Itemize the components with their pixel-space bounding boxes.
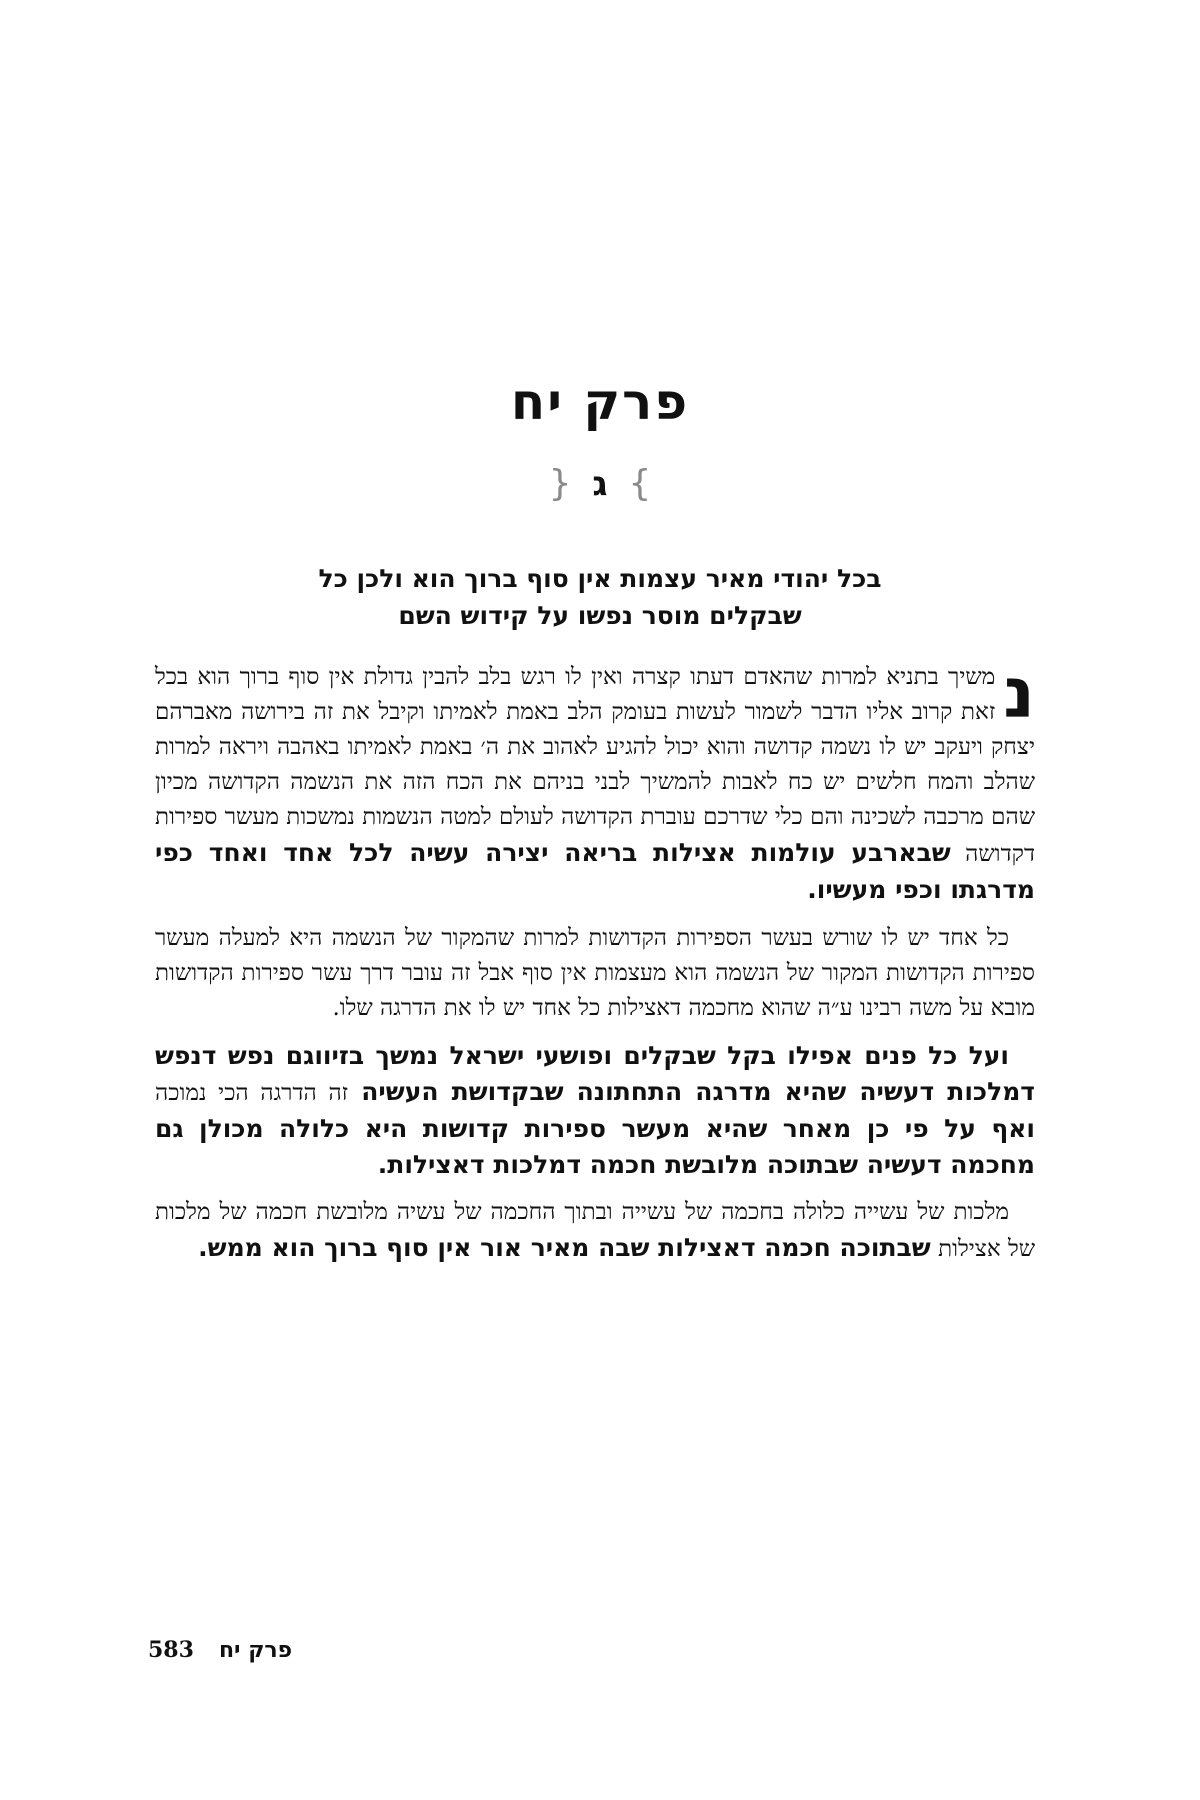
section-letter: ג — [592, 464, 608, 504]
brace-close: } — [628, 463, 652, 504]
paragraph-2-text: כל אחד יש לו שורש בעשר הספירות הקדושות למרות שהמקור של הנשמה היא למעלה מעשר ספירות הקדושות המקור של הנשמה הוא מעצמות אין סוף אבל זה עובר דרך עשר ספירות הקדושות מובא על משה רבינו ע״ה שהוא מחכמה דאצילות כל אחד יש לו את הדרגה שלו. — [155, 925, 1035, 1021]
paragraph-4-emphasis: שבתוכה חכמה דאצילות שבה מאיר אור אין סוף ברוך הוא ממש. — [198, 1233, 931, 1262]
paragraph-1 — [155, 652, 1036, 909]
paragraph-4 — [155, 1195, 1035, 1267]
body-text — [155, 652, 1036, 1279]
page-footer — [148, 1636, 292, 1665]
paragraph-1-emphasis: שבארבע עולמות אצילות בריאה יצירה עשיה לכל אחד ואחד כפי מדרגתו וכפי מעשיו. — [155, 838, 1035, 904]
paragraph-3 — [155, 1038, 1035, 1183]
chapter-title: פרק יח — [510, 373, 690, 431]
paragraph-1-text: משיך בתניא למרות שהאדם דעתו קצרה ואין לו רגש בלב להבין גדולת אין סוף ברוך הוא בכל זאת קרוב אליו הדבר לשמור לעשות בעומק הלב באמת לאמיתו וקיבל את זה בירושה מאברהם יצחק ויעקב יש לו נשמה קדושה והוא יכול להגיע לאהוב את ה׳ באמת לאמיתו באהבה ויראה למרות שהלב והמח חלשים יש כח לאבות להמשיך לבני בניהם את הכח הזה את הנשמה הקדושה מכיון שהם מרכבה לשכינה והם כלי שדרכם עוברת הקדושה לעולם למטה הנשמות נמשכות מעשר ספירות דקדושה — [155, 664, 1036, 867]
paragraph-3-text: זה הדרגה הכי נמוכה — [155, 1080, 349, 1106]
section-subtitle — [200, 560, 1000, 634]
subtitle-line-1: בכל יהודי מאיר עצמות אין סוף ברוך הוא ולכן כל — [318, 564, 882, 593]
paragraph-2 — [155, 921, 1035, 1026]
paragraph-3-emphasis-2: ואף על פי כן מאחר שהיא מעשר ספירות קדושות היא כלולה מכולן גם מחכמה דעשיה שבתוכה מלובשת חכמה דמלכות דאצילות. — [155, 1114, 1035, 1179]
paragraph-3-emphasis-1: ועל כל פנים אפילו בקל שבקלים ופושעי ישראל נמשך בזיווגם נפש דנפש דמלכות דעשיה שהיא מדרגה התחתונה שבקדושת העשיה — [155, 1041, 1035, 1106]
page-number: 583 — [148, 1637, 194, 1663]
section-marker — [0, 462, 1200, 506]
brace-open: { — [548, 463, 572, 504]
paragraph-4-text: מלכות של עשייה כלולה בחכמה של עשייה ובתוך החכמה של עשיה מלובשת חכמה של מלכות של אצילות — [155, 1199, 1035, 1262]
subtitle-line-2: שבקלים מוסר נפשו על קידוש השם — [398, 601, 802, 630]
running-head: פרק יח — [218, 1638, 293, 1663]
drop-cap: נ — [1003, 652, 1035, 734]
